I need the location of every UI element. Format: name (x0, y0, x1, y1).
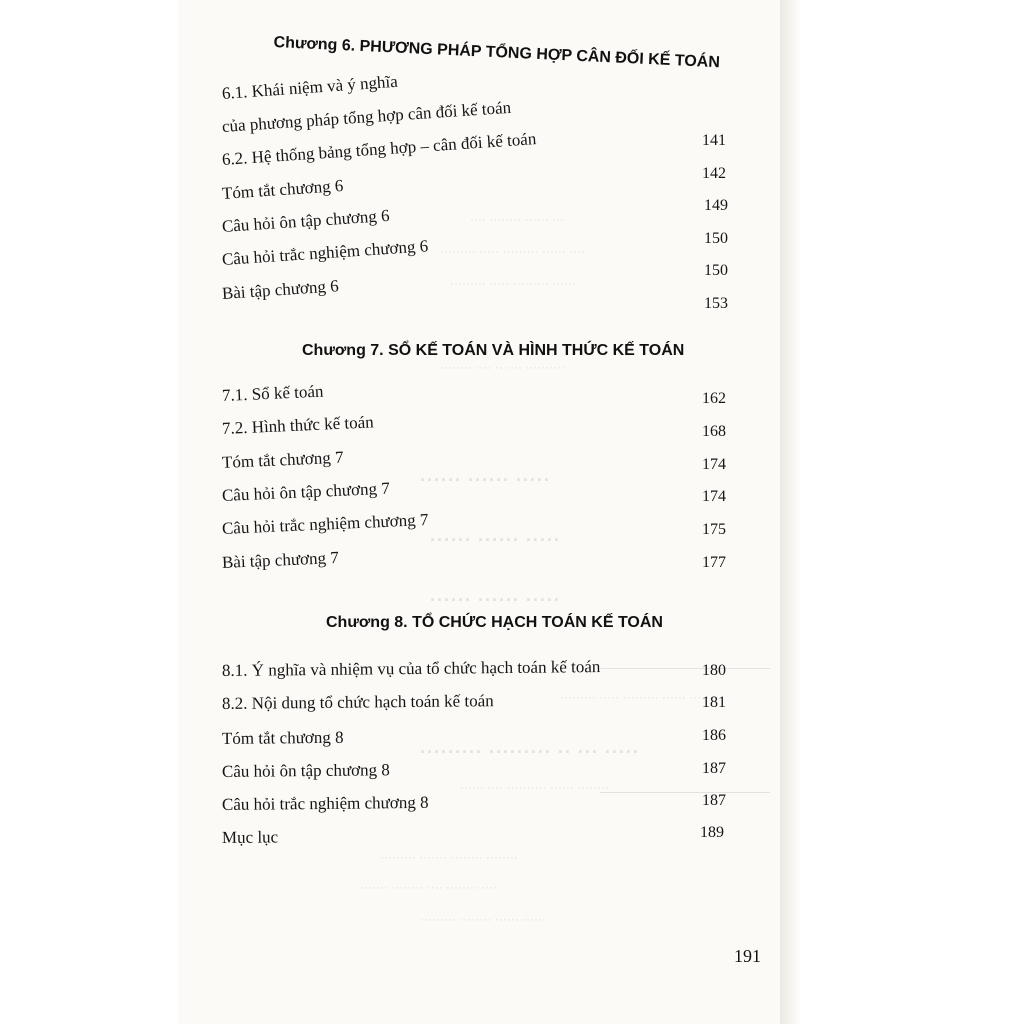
toc-entry-page: 141 (702, 132, 726, 149)
page-edge (780, 0, 802, 1024)
toc-entry-page: 187 (702, 792, 726, 809)
toc-entry-page: 174 (702, 456, 726, 473)
toc-entry-page: 181 (702, 694, 726, 711)
chapter-heading: Chương 8. TỔ CHỨC HẠCH TOÁN KẾ TOÁN (326, 614, 663, 631)
chapter-heading: Chương 7. SỔ KẾ TOÁN VÀ HÌNH THỨC KẾ TOÁN (302, 342, 685, 359)
toc-entry-label: Câu hỏi trắc nghiệm chương 6 (221, 236, 429, 269)
toc-entry-page: 162 (702, 390, 726, 407)
toc-entry-label: Tóm tắt chương 6 (221, 175, 344, 203)
toc-entry-page: 187 (702, 760, 726, 777)
toc-entry-label: Bài tập chương 6 (221, 276, 340, 303)
toc-entry-label: 6.2. Hệ thống bảng tổng hợp – cân đối kế toán (221, 129, 537, 169)
toc-entry-label: Câu hỏi ôn tập chương 8 (221, 760, 390, 781)
toc-entry-label: Câu hỏi trắc nghiệm chương 7 (221, 509, 429, 538)
toc-entry-label: 8.2. Nội dung tổ chức hạch toán kế toán (221, 691, 494, 713)
toc-entry-page: 150 (704, 230, 728, 247)
toc-entry-label: Tóm tắt chương 8 (221, 727, 344, 748)
toc-entry-page: 142 (702, 165, 726, 182)
toc-entry-page: 150 (704, 262, 728, 279)
toc-entry-page: 189 (700, 824, 724, 841)
toc-entry-label: 8.1. Ý nghĩa và nhiệm vụ của tổ chức hạch toán kế toán (221, 657, 601, 680)
toc-entry-page: 168 (702, 423, 726, 440)
toc-entry-label: Tóm tắt chương 7 (221, 447, 344, 472)
toc-entry-label: 7.1. Sổ kế toán (221, 381, 324, 405)
toc-entry-label: của phương pháp tổng hợp cân đối kế toán (221, 97, 512, 136)
toc-entry-page: 177 (702, 554, 726, 571)
toc-entry-label: Câu hỏi ôn tập chương 6 (221, 205, 391, 236)
toc-entry-label: Mục lục (221, 827, 279, 847)
show-through-rule (600, 668, 770, 669)
toc-entry-label: Bài tập chương 7 (221, 547, 340, 572)
toc-entry-page: 180 (702, 662, 726, 679)
toc-entry-page: 149 (704, 197, 728, 214)
toc-entry-label: Câu hỏi trắc nghiệm chương 8 (221, 792, 429, 814)
toc-entry-label: 7.2. Hình thức kế toán (221, 412, 375, 438)
chapter-heading: Chương 6. PHƯƠNG PHÁP TỔNG HỢP CÂN ĐỐI KẾ TOÁN (273, 34, 721, 72)
toc-entry-page: 175 (702, 521, 726, 538)
toc-entry-label: Câu hỏi ôn tập chương 7 (221, 478, 391, 505)
toc-entry-page: 174 (702, 488, 726, 505)
toc-entry-page: 153 (704, 295, 728, 312)
show-through-rule (600, 792, 770, 793)
toc-entry-page: 186 (702, 727, 726, 744)
page-number: 191 (734, 946, 761, 966)
toc-entry-label: 6.1. Khái niệm và ý nghĩa (221, 71, 399, 103)
